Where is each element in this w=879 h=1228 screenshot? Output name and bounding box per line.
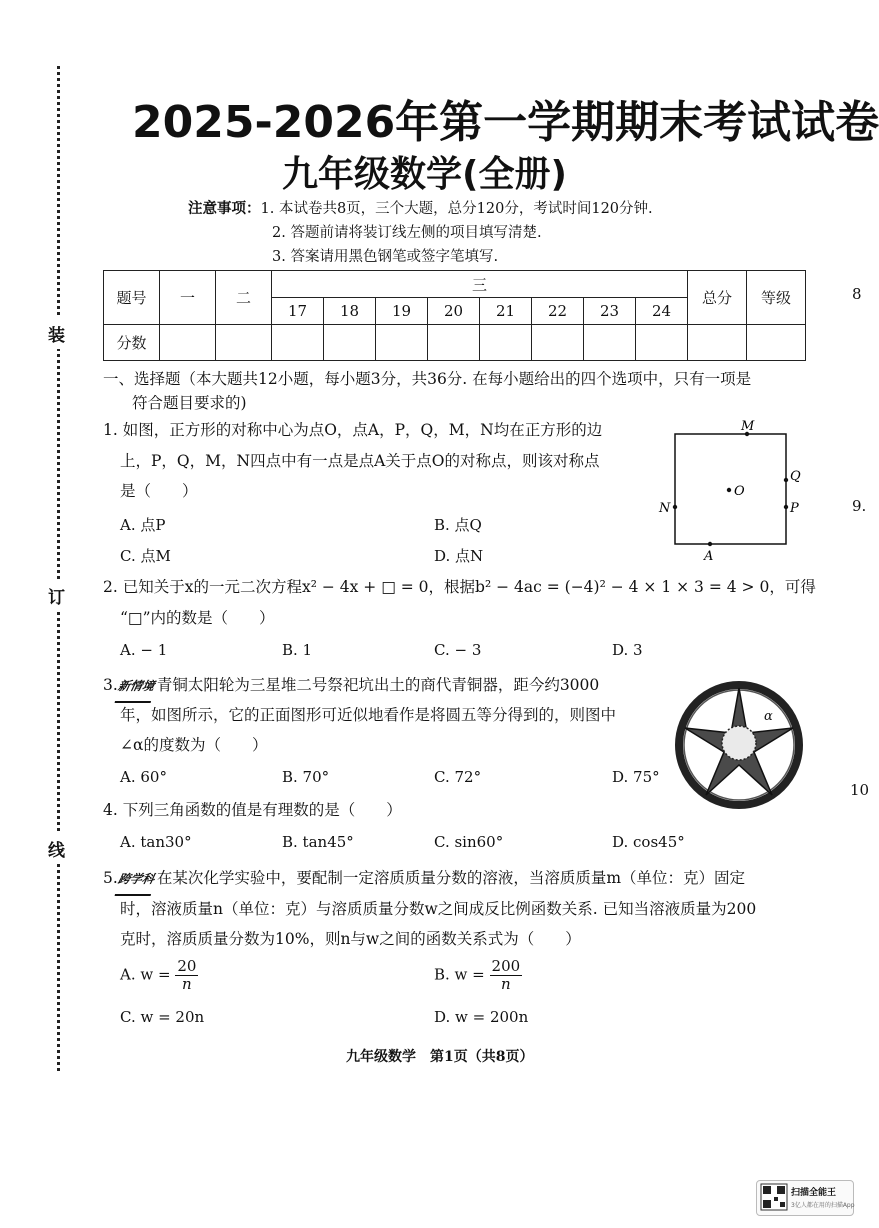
q2-line-2: “□”内的数是（ ） (120, 609, 275, 627)
q1-square-figure (655, 418, 805, 564)
label-q: Q (790, 469, 801, 484)
exam-subtitle: 九年级数学(全册) (282, 154, 567, 195)
scanner-watermark (756, 1180, 854, 1216)
q5-tag: 跨学科 (114, 864, 157, 896)
q2-option-c: C. − 3 (434, 641, 482, 659)
col-part-1: 一 (160, 271, 216, 325)
label-p: P (790, 501, 799, 516)
q5-option-b-denominator: n (501, 975, 511, 993)
notes-heading: 注意事项： (188, 201, 261, 217)
q5-option-a-denominator: n (182, 975, 192, 993)
col-q18: 18 (324, 298, 376, 325)
q2-line-1: 2. 已知关于x的一元二次方程x² − 4x + □ = 0，根据b² − 4ac = (−4)² − 4 × 1 × 3 = 4 > 0，可得 (103, 578, 816, 596)
label-o: O (734, 484, 745, 499)
binding-char-xian: 线 (48, 833, 65, 864)
col-q21: 21 (480, 298, 532, 325)
binding-dotted-line (57, 66, 60, 1071)
q5-option-d: D. w = 200n (434, 1008, 529, 1026)
score-cell[interactable] (636, 325, 688, 361)
q5-option-a-prefix: A. w = (120, 965, 171, 984)
score-cell[interactable] (324, 325, 376, 361)
notes-item-1: 1. 本试卷共8页，三个大题，总分120分，考试时间120分钟. (260, 201, 653, 217)
q3-line-3: ∠α的度数为（ ） (120, 736, 268, 754)
q3-line-1 (103, 670, 599, 703)
q4-option-d: D. cos45° (612, 833, 685, 851)
row-label-fenshu: 分数 (104, 325, 160, 361)
score-cell[interactable] (216, 325, 272, 361)
exam-title: 2025-2026年第一学期期末考试试卷 (132, 97, 879, 148)
point-p (784, 505, 788, 509)
q5-line-2: 时，溶液质量n（单位：克）与溶质质量分数w之间成反比例函数关系. 已知当溶液质量为200 (120, 900, 757, 918)
q3-option-a: A. 60° (120, 768, 167, 786)
edge-number-10: 10 (850, 781, 870, 799)
q5-number: 5. (103, 869, 118, 887)
point-n (673, 505, 677, 509)
q5-option-a-numerator: 20 (177, 957, 197, 975)
col-q20: 20 (428, 298, 480, 325)
col-total: 总分 (688, 271, 747, 325)
q1-option-b: B. 点Q (434, 516, 482, 534)
q4-option-b: B. tan45° (282, 833, 354, 851)
scanner-sub: 3亿人都在用的扫描App (791, 1202, 855, 1209)
q2-option-b: B. 1 (282, 641, 313, 659)
qr-code-icon (761, 1184, 787, 1210)
label-alpha: α (764, 709, 773, 724)
q3-line-2: 年，如图所示，它的正面图形可近似地看作是将圆五等分得到的，则图中 (120, 706, 617, 724)
page-footer: 九年级数学 第1页（共8页） (346, 1049, 534, 1065)
q5-option-a-fraction (175, 958, 198, 993)
label-m: M (741, 419, 755, 434)
q1-line-1: 1. 如图，正方形的对称中心为点O，点A，P，Q，M，N均在正方形的边 (103, 421, 603, 439)
col-q24: 24 (636, 298, 688, 325)
score-cell[interactable] (376, 325, 428, 361)
col-part-2: 二 (216, 271, 272, 325)
score-cell[interactable] (480, 325, 532, 361)
col-q17: 17 (272, 298, 324, 325)
q5-option-b (434, 958, 522, 993)
q3-tag: 新情境 (114, 671, 157, 703)
edge-number-8: 8 (852, 285, 862, 303)
q3-option-b: B. 70° (282, 768, 330, 786)
q5-option-a (120, 958, 198, 993)
q3-text-1: 青铜太阳轮为三星堆二号祭祀坑出土的商代青铜器，距今约3000 (156, 676, 600, 694)
q2-option-a: A. − 1 (120, 641, 168, 659)
binding-char-zhuang: 装 (48, 318, 65, 349)
q5-option-b-fraction (490, 958, 523, 993)
score-cell[interactable] (688, 325, 747, 361)
score-cell[interactable] (272, 325, 324, 361)
col-part-3: 三 (272, 271, 688, 298)
point-a (708, 542, 712, 546)
q2-option-d: D. 3 (612, 641, 643, 659)
section1-heading: 一、选择题（本大题共12小题，每小题3分，共36分. 在每小题给出的四个选项中，只有一项是 (103, 370, 752, 388)
q5-option-c: C. w = 20n (120, 1008, 205, 1026)
edge-number-9: 9. (852, 497, 867, 515)
q5-line-1 (103, 863, 745, 896)
section1-heading-cont: 符合题目要求的) (132, 394, 247, 412)
col-q23: 23 (584, 298, 636, 325)
col-q19: 19 (376, 298, 428, 325)
q4-option-c: C. sin60° (434, 833, 504, 851)
q1-option-d: D. 点N (434, 547, 484, 565)
notes-line-1 (188, 197, 653, 218)
label-n: N (659, 501, 671, 516)
notes-item-2: 2. 答题前请将装订线左侧的项目填写清楚. (272, 225, 542, 241)
score-cell[interactable] (428, 325, 480, 361)
q1-line-2: 上，P，Q，M，N四点中有一点是点A关于点O的对称点，则该对称点 (120, 452, 600, 470)
point-o (727, 488, 731, 492)
q3-option-d: D. 75° (612, 768, 660, 786)
score-cell[interactable] (160, 325, 216, 361)
score-cell[interactable] (747, 325, 806, 361)
q1-option-c: C. 点M (120, 547, 171, 565)
scanner-label: 扫描全能王 (791, 1188, 837, 1198)
q4-option-a: A. tan30° (120, 833, 192, 851)
q4-line-1: 4. 下列三角函数的值是有理数的是（ ） (103, 801, 402, 819)
q1-option-a: A. 点P (120, 516, 166, 534)
wheel-hub (722, 726, 756, 760)
label-a: A (704, 549, 714, 564)
q5-option-b-numerator: 200 (491, 957, 521, 975)
score-table (103, 270, 806, 361)
binding-char-ding: 订 (48, 580, 65, 611)
point-q (784, 478, 788, 482)
q1-line-3: 是（ ） (120, 482, 198, 500)
notes-item-3: 3. 答案请用黑色钢笔或签字笔填写. (272, 249, 499, 265)
q5-line-3: 克时，溶质质量分数为10%，则n与w之间的函数关系式为（ ） (120, 930, 581, 948)
col-q22: 22 (532, 298, 584, 325)
score-cell[interactable] (584, 325, 636, 361)
q3-sun-wheel-figure (674, 680, 804, 810)
q5-text-1: 在某次化学实验中，要配制一定溶质质量分数的溶液，当溶质质量m（单位：克）固定 (156, 869, 746, 887)
q3-option-c: C. 72° (434, 768, 482, 786)
col-grade: 等级 (747, 271, 806, 325)
row-label-tihao: 题号 (104, 271, 160, 325)
q5-option-b-prefix: B. w = (434, 965, 485, 984)
q3-number: 3. (103, 676, 118, 694)
score-cell[interactable] (532, 325, 584, 361)
